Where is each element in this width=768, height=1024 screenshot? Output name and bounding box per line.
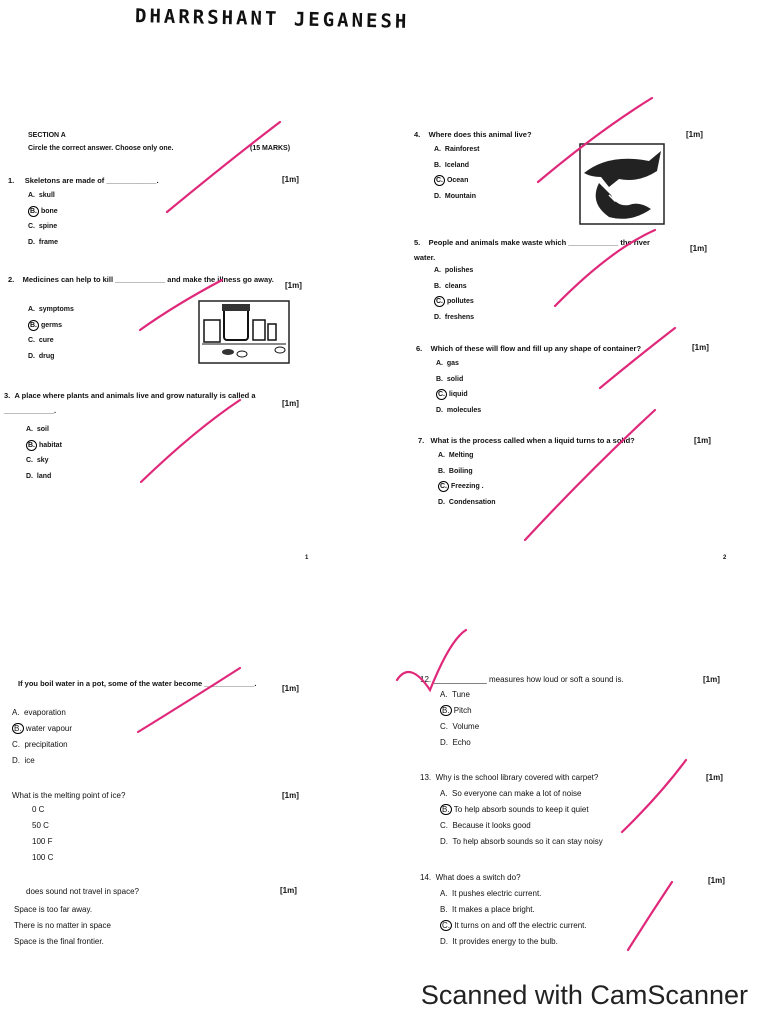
question-marks: [1m] [282,791,299,800]
option[interactable]: 50 C [32,821,49,830]
question-number: 1. [8,176,15,185]
tick-mark [525,410,655,540]
option[interactable]: C. sky [26,457,49,464]
option[interactable]: Space is the final frontier. [14,937,104,946]
tick-mark [141,400,240,482]
question-marks: [1m] [282,684,299,693]
option[interactable]: B. It makes a place bright. [440,905,535,914]
option[interactable]: 100 C [32,853,54,862]
question-melting-point: What is the melting point of ice? [12,791,126,800]
option[interactable]: D. To help absorb sounds so it can stay noisy [440,837,603,846]
tick-mark [138,668,240,732]
option[interactable]: There is no matter in space [14,921,111,930]
option[interactable]: A. evaporation [12,708,66,717]
tick-mark [600,328,675,388]
option[interactable]: D. ice [12,756,35,765]
question-boil-water: If you boil water in a pot, some of the water become ____________. [18,679,257,688]
option[interactable]: D. land [26,472,52,480]
option[interactable]: B. Boiling [438,467,473,475]
option[interactable]: A. It pushes electric current. [440,889,542,898]
option-circled[interactable]: B. habitat [28,441,62,449]
student-name: DHARRSHANT JEGANESH [134,5,410,33]
tick-mark [538,98,652,182]
option[interactable]: 100 F [32,837,53,846]
question-marks: [1m] [280,886,297,895]
tick-mark [622,760,686,832]
question-marks: [1m] [708,876,725,885]
option[interactable]: C. Because it looks good [440,821,531,830]
question-marks: [1m] [703,675,720,684]
tick-mark [140,280,222,330]
option[interactable]: D. freshens [434,313,475,321]
scanner-watermark: Scanned with CamScanner [420,980,748,1010]
option[interactable]: 0 C [32,805,45,814]
option[interactable]: D. frame [28,238,58,246]
option[interactable]: A. Melting [438,452,474,459]
option[interactable]: D. It provides energy to the bulb. [440,937,558,946]
option-circled[interactable]: C. Ocean [436,177,469,184]
option-circled[interactable]: B. bone [30,207,58,215]
question-sound-space: does sound not travel in space? [26,887,139,896]
option[interactable]: B. cleans [434,282,467,290]
option[interactable]: D. molecules [436,406,482,414]
question-13: 13. Why is the school library covered with carpet? [420,773,599,782]
option[interactable]: C. Volume [440,722,480,731]
tick-mark [555,230,655,306]
option-circled[interactable]: B. germs [30,321,62,329]
question-marks: [1m] [690,244,707,253]
option-circled[interactable]: C. It turns on and off the electric current. [442,921,587,930]
option-circled[interactable]: B. Pitch [442,706,472,715]
question-5: 5. People and animals make waste which ____________ the river water. [414,238,650,262]
option-circled[interactable]: B. water vapour [14,724,73,733]
question-7: 7. What is the process called when a liquid turns to a solid? [418,436,635,445]
question-text: Skeletons are made of ____________. [24,176,159,185]
page-number: 2 [723,555,727,561]
option[interactable]: Space is too far away. [14,905,93,914]
question-marks: [1m] [706,773,723,782]
option[interactable]: B. solid [436,375,464,383]
question-14: 14. What does a switch do? [420,873,521,882]
question-marks: [1m] [285,281,302,290]
option[interactable]: A. Rainforest [434,146,480,153]
option[interactable]: A. gas [436,360,459,367]
option[interactable]: D. Mountain [434,192,476,200]
question-marks: [1m] [694,436,711,445]
page-number: 1 [305,555,309,561]
option[interactable]: D. Echo [440,738,471,747]
question-marks: [1m] [282,399,299,408]
option-circled[interactable]: C. pollutes [436,298,474,305]
question-3: 3. A place where plants and animals live and grow naturally is called a ____________. [4,391,256,415]
question-2: 2. Medicines can help to kill ____________ and make the illness go away. [8,275,274,284]
option[interactable]: C. cure [28,337,54,344]
section-marks: (15 MARKS) [250,145,291,152]
option[interactable]: B. Iceland [434,161,470,169]
question-marks: [1m] [692,343,709,352]
option-circled[interactable]: B. To help absorb sounds to keep it quiet [442,805,589,814]
option[interactable]: C. spine [28,223,58,230]
option[interactable]: A. So everyone can make a lot of noise [440,789,582,798]
option[interactable]: C. precipitation [12,740,68,749]
option[interactable]: A. symptoms [28,306,74,313]
tick-mark [628,882,672,950]
option[interactable]: D. Condensation [438,498,496,506]
tick-mark [397,630,466,690]
tick-mark [167,122,280,212]
question-6: 6. Which of these will flow and fill up any shape of container? [416,344,642,353]
option-circled[interactable]: C. liquid [438,391,468,398]
question-4: 4. Where does this animal live? [414,130,532,139]
option[interactable]: D. drug [28,352,55,360]
question-12: 12. ____________ measures how loud or soft a sound is. [420,675,624,684]
option[interactable]: A. soil [26,426,49,433]
option[interactable]: A. polishes [434,267,474,274]
question-marks: [1m] [282,175,299,184]
section-instruction: Circle the correct answer. Choose only one. [28,145,174,152]
option[interactable]: A. Tune [440,690,470,699]
option[interactable]: A. skull [28,192,55,199]
question-marks: [1m] [686,130,703,139]
section-title: SECTION A [28,132,66,139]
option-circled[interactable]: C. Freezing . [440,483,484,490]
